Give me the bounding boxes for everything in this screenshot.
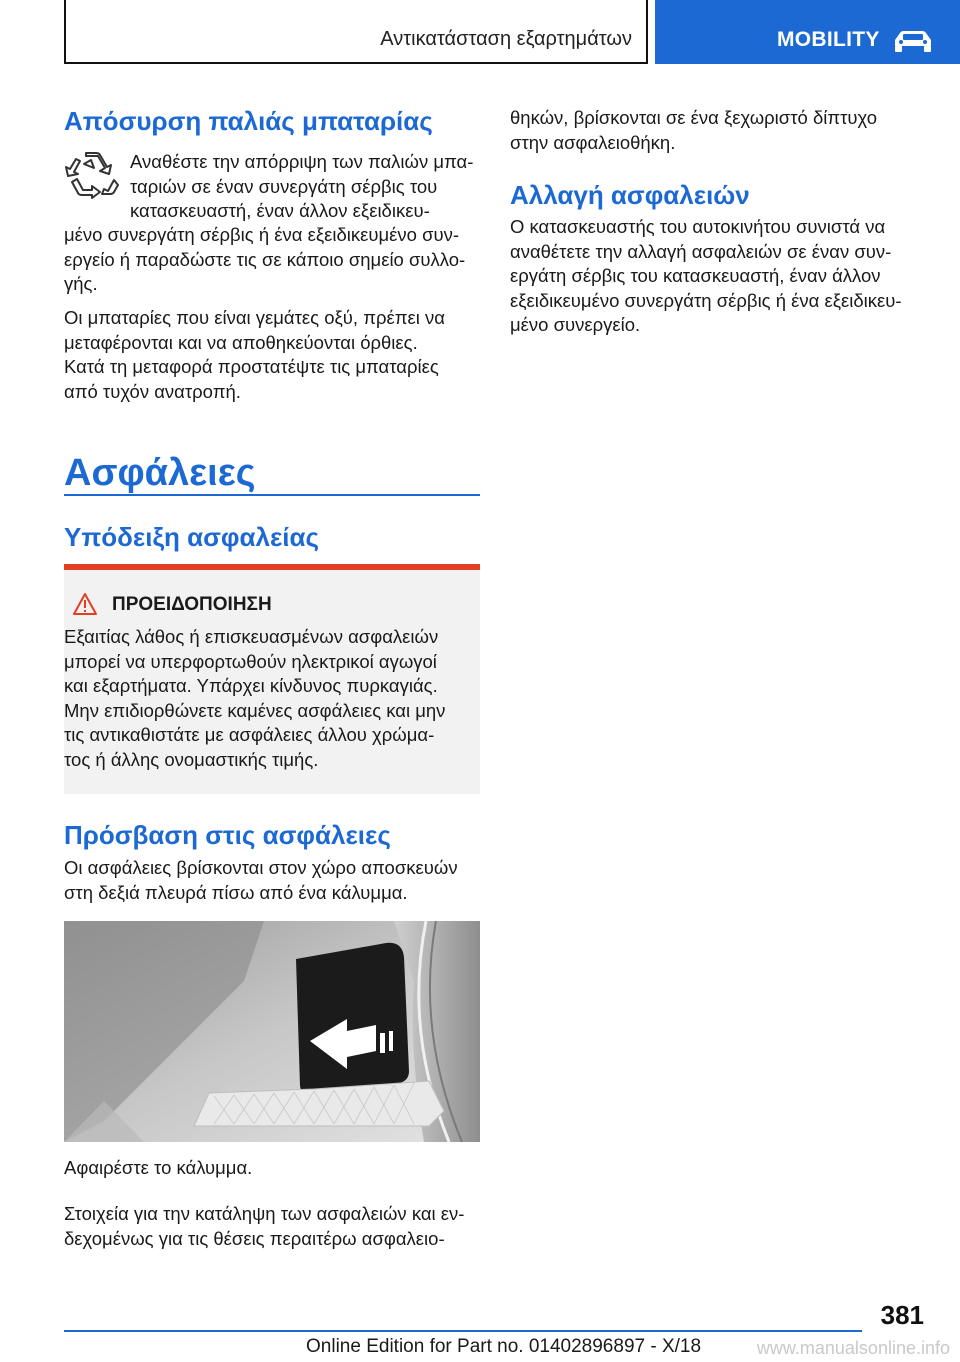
fuse-details-continued <box>510 106 877 155</box>
text-line: Κατά τη μεταφορά προστατέψτε τις μπαταρίες <box>64 356 439 377</box>
text-line: εργείο ή παραδώστε τις σε κάποιο σημείο συλλο- <box>64 248 466 270</box>
text-line: μένο συνεργείο. <box>510 314 641 335</box>
footer-divider <box>64 1330 862 1332</box>
text-line: Οι μπαταρίες που είναι γεμάτες οξύ, πρέπει να <box>64 307 445 328</box>
warning-triangle-icon <box>72 592 98 616</box>
text-line: Στοιχεία για την κατάληψη των ασφαλειών και εν- <box>64 1203 465 1224</box>
text-line: δεχομένως για τις θέσεις περαιτέρω ασφαλειο- <box>64 1227 445 1249</box>
page-number: 381 <box>880 1300 924 1330</box>
battery-acid-para <box>64 306 445 404</box>
fuse-access-para <box>64 856 458 905</box>
chapter-divider <box>64 494 480 496</box>
fuse-access-heading: Πρόσβαση στις ασφάλειες <box>64 820 391 850</box>
text-line: εξειδικευμένο συνεργάτη σέρβις ή ένα εξειδικευ- <box>510 289 902 311</box>
text-line: τος ή άλλης ονομαστικής τιμής. <box>64 748 319 770</box>
mobility-tab <box>655 0 960 64</box>
warning-text <box>64 625 445 772</box>
text-line: μεταφέρονται και να αποθηκεύονται όρθιες. <box>64 331 418 353</box>
battery-para-full <box>64 223 465 297</box>
text-line: μπορεί να υπερφορτωθούν ηλεκτρικοί αγωγοί <box>64 650 437 672</box>
fuse-change-heading: Αλλαγή ασφαλειών <box>510 180 750 210</box>
car-icon <box>889 26 937 56</box>
text-line: στη δεξιά πλευρά πίσω από ένα κάλυμμα. <box>64 881 408 903</box>
footer-site-watermark: www.manualsonline.info <box>756 1338 950 1358</box>
warning-title: ΠΡΟΕΙΔΟΠΟΙΗΣΗ <box>112 594 272 615</box>
footer-edition: Online Edition for Part no. 01402896897 - X/18 <box>306 1336 702 1357</box>
text-line: εργάτη σέρβις του κατασκευαστή, έναν άλλον <box>510 265 881 286</box>
fuses-chapter-title: Ασφάλειες <box>64 452 256 494</box>
text-line: κατασκευαστή, έναν άλλον εξειδικευ- <box>130 200 430 221</box>
text-line: Ο κατασκευαστής του αυτοκινήτου συνιστά να <box>510 216 886 237</box>
text-line: μένο συνεργάτη σέρβις ή ένα εξειδικευμένο συν- <box>64 224 460 245</box>
safety-note-heading: Υπόδειξη ασφαλείας <box>64 522 320 552</box>
fuse-details-para <box>64 1202 464 1251</box>
battery-para-indented <box>130 150 473 224</box>
text-line: θηκών, βρίσκονται σε ένα ξεχωριστό δίπτυχο <box>510 107 878 128</box>
text-line: αναθέτετε την αλλαγή ασφαλειών σε έναν συν- <box>510 240 892 262</box>
trunk-cover-photo <box>64 921 480 1142</box>
text-line: τις αντικαθιστάτε με ασφάλειες άλλου χρώμα- <box>64 724 435 745</box>
fuse-change-para <box>510 215 902 338</box>
header-section-title: Αντικατάσταση εξαρτημάτων <box>380 28 632 50</box>
text-line: Εξαιτίας λάθος ή επισκευασμένων ασφαλειών <box>64 626 439 647</box>
text-line: Μην επιδιορθώνετε καμένες ασφάλειες και μην <box>64 699 446 721</box>
text-line: Αναθέστε την απόρριψη των παλιών μπα- <box>130 151 474 172</box>
text-line: από τυχόν ανατροπή. <box>64 380 241 402</box>
recycle-icon <box>64 148 120 204</box>
text-line: γής. <box>64 273 98 294</box>
mobility-label: MOBILITY <box>777 28 880 51</box>
header-title-box <box>64 0 648 64</box>
warning-box <box>64 564 480 794</box>
text-line: και εξαρτήματα. Υπάρχει κίνδυνος πυρκαγιάς. <box>64 675 438 696</box>
text-line: Οι ασφάλειες βρίσκονται στον χώρο αποσκευών <box>64 857 458 878</box>
text-line: ταριών σε έναν συνεργάτη σέρβις του <box>130 175 438 197</box>
battery-disposal-heading: Απόσυρση παλιάς μπαταρίας <box>64 106 433 136</box>
photo-caption: Αφαιρέστε το κάλυμμα. <box>64 1157 253 1178</box>
text-line: στην ασφαλειοθήκη. <box>510 131 676 153</box>
